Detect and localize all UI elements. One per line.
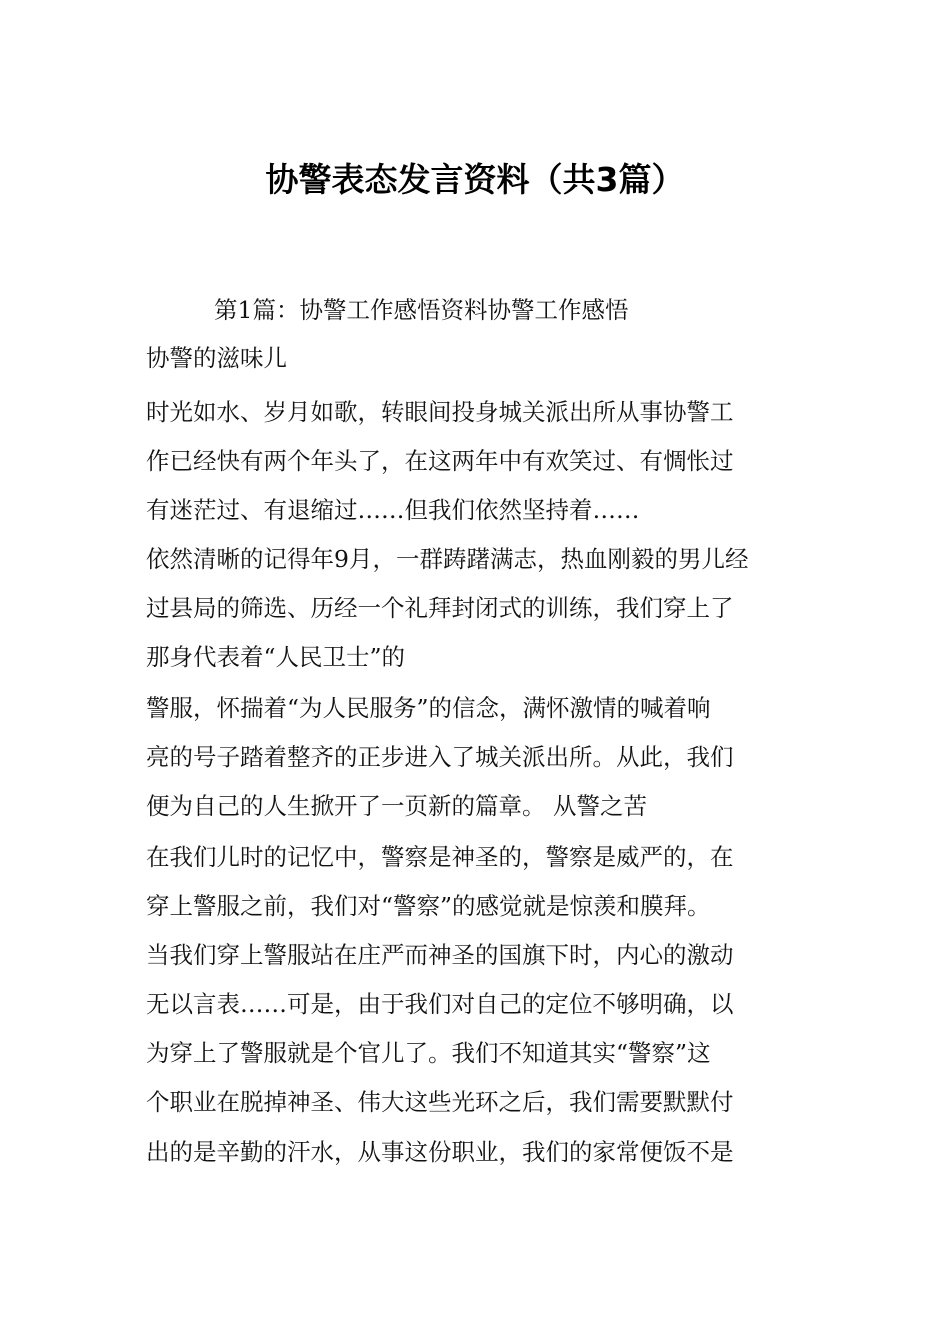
section-heading: 协警的滋味儿 [146, 344, 287, 372]
body-line: 穿上警服之前，我们对“警察”的感觉就是惊羡和膜拜。 [146, 892, 711, 920]
body-line: 有迷茫过、有退缩过……但我们依然坚持着…… [146, 496, 640, 524]
document-title: 协警表态发言资料（共3篇） [265, 160, 685, 199]
body-line: 便为自己的人生掀开了一页新的篇章。 从警之苦 [146, 792, 647, 820]
body-line: 当我们穿上警服站在庄严而神圣的国旗下时，内心的激动 [146, 941, 734, 969]
body-line: 过县局的筛选、历经一个礼拜封闭式的训练，我们穿上了 [146, 594, 734, 622]
body-line: 为穿上了警服就是个官儿了。我们不知道其实“警察”这 [146, 1039, 711, 1067]
body-line: 那身代表着“人民卫士”的 [146, 643, 406, 671]
body-line: 时光如水、岁月如歌，转眼间投身城关派出所从事协警工 [146, 398, 734, 426]
body-line: 依然清晰的记得年9月，一群踌躇满志，热血刚毅的男儿经 [146, 545, 749, 573]
body-line: 在我们儿时的记忆中，警察是神圣的，警察是威严的，在 [146, 843, 734, 871]
body-line: 出的是辛勤的汗水，从事这份职业，我们的家常便饭不是 [146, 1138, 734, 1166]
body-line: 作已经快有两个年头了，在这两年中有欢笑过、有惆怅过 [146, 447, 734, 475]
body-line: 个职业在脱掉神圣、伟大这些光环之后，我们需要默默付 [146, 1088, 734, 1116]
body-line: 亮的号子踏着整齐的正步进入了城关派出所。从此，我们 [146, 743, 734, 771]
chapter-heading: 第1篇：协警工作感悟资料协警工作感悟 [214, 296, 629, 324]
body-line: 无以言表……可是，由于我们对自己的定位不够明确，以 [146, 990, 734, 1018]
body-line: 警服，怀揣着“为人民服务”的信念，满怀激情的喊着响 [146, 694, 711, 722]
